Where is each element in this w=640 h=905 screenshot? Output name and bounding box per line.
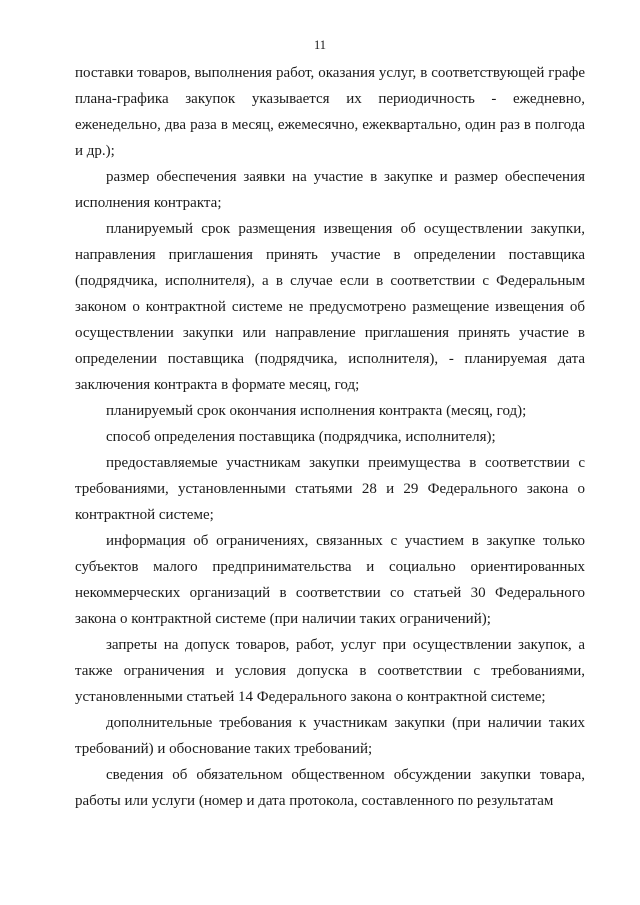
paragraph: дополнительные требования к участникам закупки (при наличии таких требований) и обоснование таких требований; [75,715,585,757]
paragraph: информация об ограничениях, связанных с участием в закупке только субъектов малого предпринимательства и социально ориентированных некоммерческих организаций в соответствии со статьей 30 Федерального закона о контрактной системе (при наличии таких ограничений); [75,533,585,627]
paragraph: запреты на допуск товаров, работ, услуг при осуществлении закупок, а также ограничения и условия допуска в соответствии с требованиями, установленными статьей 14 Федерального закона о контрактной системе; [75,637,585,705]
paragraph: сведения об обязательном общественном обсуждении закупки товара, работы или услуги (номер и дата протокола, составленного по результатам [75,767,585,809]
paragraph: планируемый срок размещения извещения об осуществлении закупки, направления приглашения принять участие в определении поставщика (подрядчика, исполнителя), а в случае если в соответствии с Федеральным законом о контрактной системе не предусмотрено размещение извещения об осуществлении закупки или направление приглашения принять участие в определении поставщика (подрядчика, исполнителя), - планируемая дата заключения контракта в формате месяц, год; [75,221,585,393]
paragraph: поставки товаров, выполнения работ, оказания услуг, в соответствующей графе плана-графика закупок указывается их периодичность - ежедневно, еженедельно, два раза в месяц, ежемесячно, ежеквартально, один раз в полгода и др.); [75,65,585,159]
paragraph: размер обеспечения заявки на участие в закупке и размер обеспечения исполнения контракта; [75,169,585,211]
page-number: 11 [313,38,327,52]
paragraph: способ определения поставщика (подрядчика, исполнителя); [106,429,496,445]
body-text [75,60,585,814]
paragraph: планируемый срок окончания исполнения контракта (месяц, год); [106,403,527,419]
paragraph: предоставляемые участникам закупки преимущества в соответствии с требованиями, установленными статьями 28 и 29 Федерального закона о контрактной системе; [75,455,585,523]
